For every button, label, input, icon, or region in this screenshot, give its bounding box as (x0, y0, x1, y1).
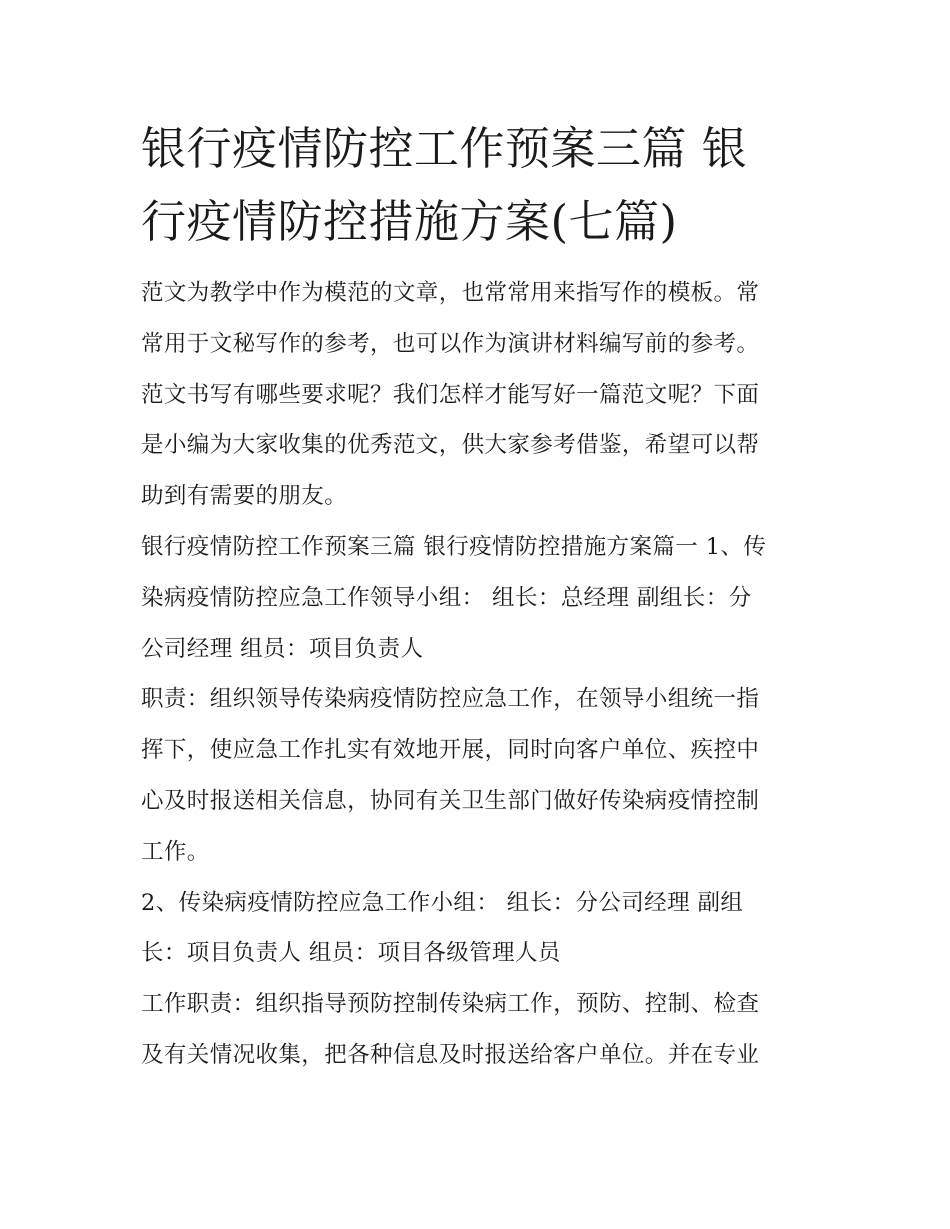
work-duties-paragraph (141, 979, 813, 1081)
text-line: 染病疫情防控应急工作领导小组： 组长：总经理 副组长：分 (141, 584, 752, 611)
title-line: 银行疫情防控工作预案三篇 银 (141, 122, 748, 175)
text-line: 工作。 (141, 838, 210, 865)
intro-paragraph (141, 268, 813, 522)
text-line: 及有关情况收集，把各种信息及时报送给客户单位。并在专业 (141, 1041, 760, 1068)
section-two-paragraph (141, 878, 813, 980)
text-line: 心及时报送相关信息，协同有关卫生部门做好传染病疫情控制 (141, 787, 760, 814)
document-title (141, 112, 813, 258)
text-line: 职责：组织领导传染病疫情防控应急工作，在领导小组统一指 (141, 686, 760, 713)
section-one-paragraph (141, 522, 813, 674)
text-line: 挥下，使应急工作扎实有效地开展，同时向客户单位、疾控中 (141, 737, 760, 764)
text-line: 助到有需要的朋友。 (141, 483, 348, 510)
text-line: 长：项目负责人 组员：项目各级管理人员 (141, 940, 561, 967)
text-line: 是小编为大家收集的优秀范文，供大家参考借鉴，希望可以帮 (141, 432, 760, 459)
text-line: 银行疫情防控工作预案三篇 银行疫情防控措施方案篇一 1、传 (141, 533, 767, 560)
duties-paragraph (141, 674, 813, 877)
text-line: 常用于文秘写作的参考，也可以作为演讲材料编写前的参考。 (141, 330, 760, 357)
text-line: 工作职责：组织指导预防控制传染病工作，预防、控制、检查 (141, 991, 760, 1018)
title-line: 行疫情防控措施方案(七篇) (141, 195, 678, 248)
text-line: 2、传染病疫情防控应急工作小组： 组长：分公司经理 副组 (141, 889, 744, 916)
text-line: 范文为教学中作为模范的文章，也常常用来指写作的模板。常 (141, 280, 760, 306)
text-line: 公司经理 组员：项目负责人 (141, 635, 424, 662)
document-body (141, 112, 813, 1081)
text-line: 范文书写有哪些要求呢？我们怎样才能写好一篇范文呢？下面 (141, 381, 760, 408)
